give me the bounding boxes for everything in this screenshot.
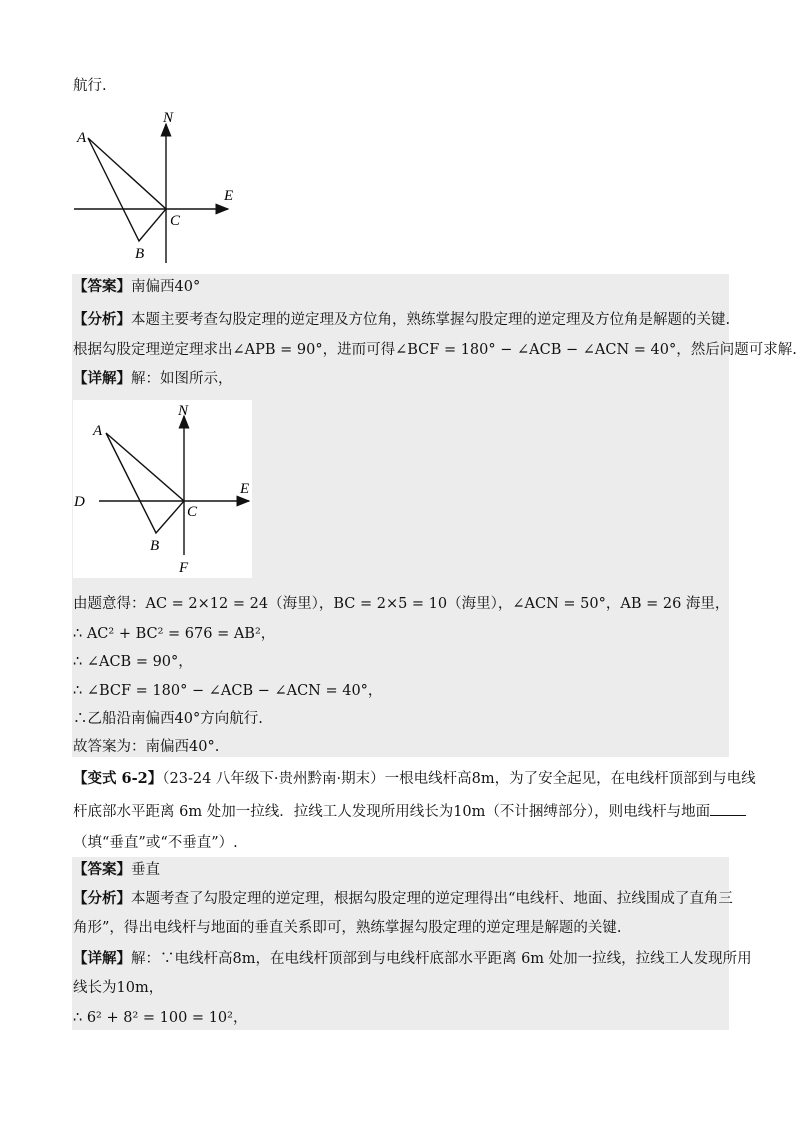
variant-text-2: 杆底部水平距离 6m 处加一拉线．拉线工人发现所用线长为10m（不计捆缚部分），则电线杆与地面	[73, 804, 711, 820]
figure-2	[73, 400, 252, 578]
detail-tag: 【详解】	[73, 950, 131, 967]
detail-2-line-2: 线长为10m，	[73, 980, 164, 996]
label-c: C	[170, 213, 181, 229]
label-n: N	[178, 403, 189, 419]
detail-2-line-3: ∴ 6² + 8² = 100 = 10²，	[73, 1010, 248, 1026]
triangle-abc	[88, 138, 166, 241]
solution-1-line-4: ∴ ∠BCF = 180° − ∠ACB − ∠ACN = 40°，	[73, 683, 383, 699]
answer-2	[73, 860, 160, 880]
detail-tag: 【详解】	[73, 370, 131, 387]
answer-text: 垂直	[131, 862, 160, 878]
analysis-text: 本题主要考查勾股定理的逆定理及方位角，熟练掌握勾股定理的逆定理及方位角是解题的关键.	[131, 312, 731, 328]
answer-tag: 【答案】	[73, 861, 131, 878]
variant-tag: 【变式 6-2】	[73, 770, 163, 787]
label-c: C	[187, 504, 198, 520]
answer-tag: 【答案】	[73, 278, 131, 295]
analysis-1-line-1	[73, 310, 730, 330]
detail-2-line-1	[73, 949, 752, 969]
solution-1-line-2: ∴ AC² + BC² = 676 = AB²，	[73, 626, 276, 642]
solution-1-line-3: ∴ ∠ACB = 90°，	[73, 654, 193, 670]
label-b: B	[150, 538, 160, 554]
label-f: F	[179, 560, 189, 576]
figure-1	[66, 108, 246, 268]
label-n: N	[163, 110, 174, 126]
answer-blank[interactable]	[710, 801, 746, 816]
analysis-1-line-2: 根据勾股定理逆定理求出∠APB = 90°，进而可得∠BCF = 180° − ∠ACB − ∠ACN = 40°，然后问题可求解.	[73, 342, 797, 358]
detail-text: 解：∵电线杆高8m，在电线杆顶部到与电线杆底部水平距离 6m 处加一拉线，拉线工人发现所用	[131, 951, 752, 967]
variant-text: （23-24 八年级下·贵州黔南·期末）一根电线杆高8m，为了安全起见，在电线杆顶部到与电线	[162, 771, 756, 787]
label-e: E	[240, 481, 250, 497]
analysis-2-line-1	[73, 889, 733, 909]
variant-line-2	[73, 801, 746, 822]
intro-tail: 航行.	[73, 78, 107, 94]
analysis-tag: 【分析】	[73, 311, 131, 328]
analysis-text: 本题考查了勾股定理的逆定理，根据勾股定理的逆定理得出“电线杆、地面、拉线围成了直角三	[131, 891, 733, 907]
variant-line-1	[73, 769, 756, 789]
solution-1-line-5: ∴乙船沿南偏西40°方向航行.	[73, 711, 263, 727]
solution-block-2	[72, 857, 729, 1030]
answer-text: 南偏西40°	[131, 279, 201, 295]
detail-1	[73, 369, 233, 389]
detail-text: 解：如图所示，	[131, 371, 233, 387]
solution-1-line-6: 故答案为：南偏西40°.	[73, 739, 220, 755]
label-e: E	[224, 188, 234, 204]
label-b: B	[135, 246, 145, 262]
triangle-abc	[106, 433, 184, 533]
label-a: A	[93, 423, 103, 439]
analysis-tag: 【分析】	[73, 890, 131, 907]
answer-1	[73, 277, 200, 297]
solution-1-line-1: 由题意得：AC = 2×12 = 24（海里），BC = 2×5 = 10（海里），∠ACN = 50°，AB = 26 海里，	[73, 596, 730, 612]
variant-line-3: （填“垂直”或“不垂直”）.	[73, 835, 238, 851]
label-a: A	[77, 130, 87, 146]
label-d: D	[74, 494, 85, 510]
analysis-2-line-2: 角形”，得出电线杆与地面的垂直关系即可，熟练掌握勾股定理的逆定理是解题的关键.	[73, 920, 622, 936]
